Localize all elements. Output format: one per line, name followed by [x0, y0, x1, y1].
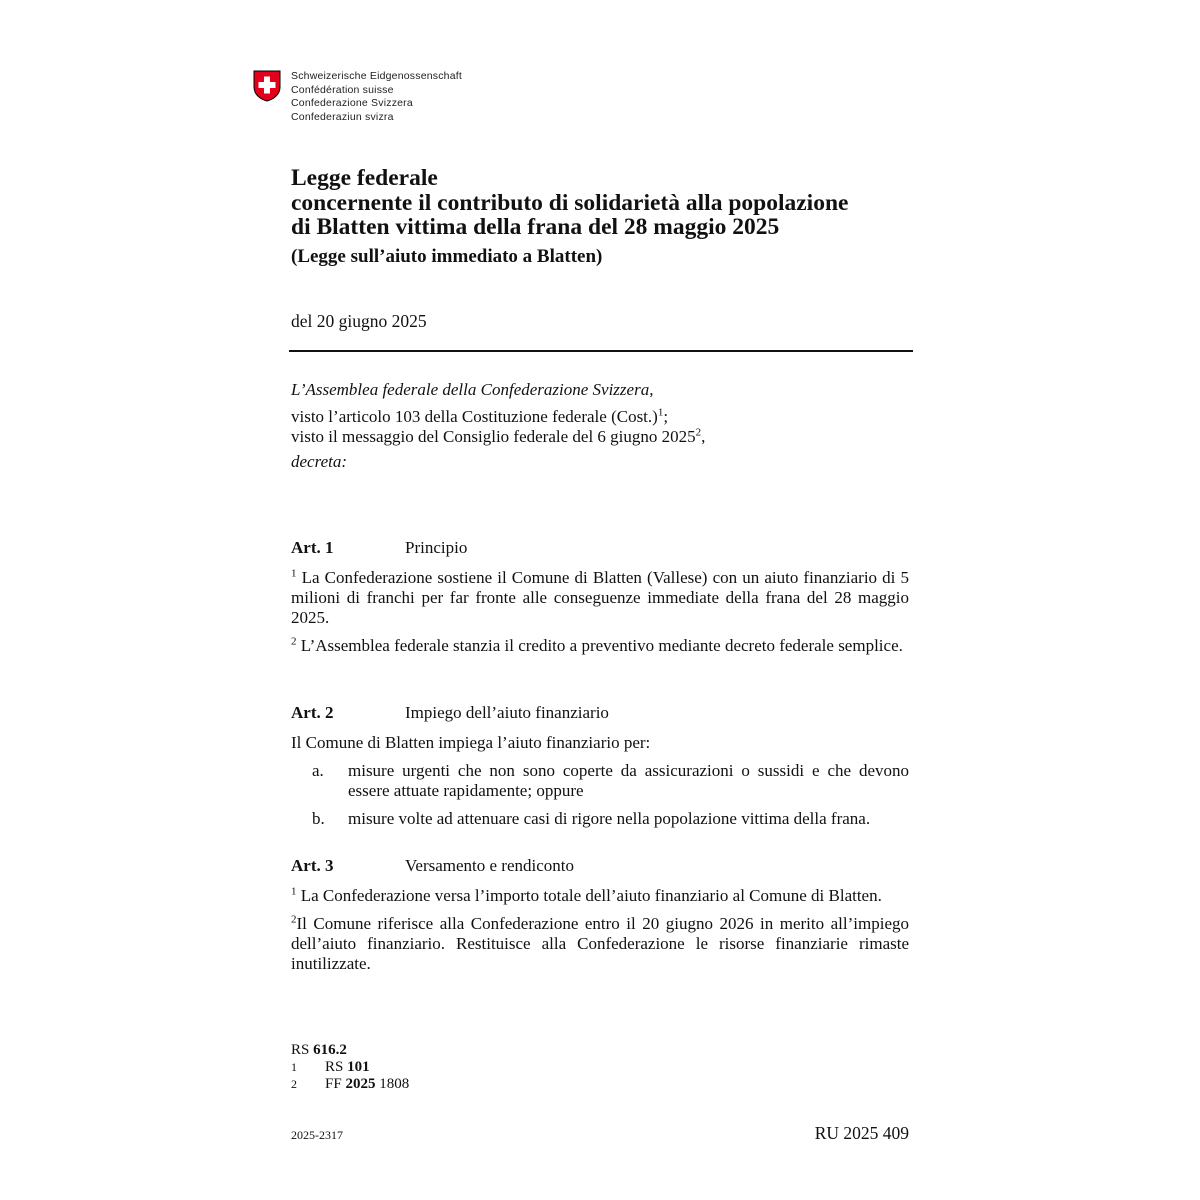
footnote-ref-2[interactable]: 2: [695, 426, 702, 439]
title-line-1: Legge federale: [291, 165, 438, 191]
article-number: Art. 2: [291, 703, 334, 722]
title-line-2: concernente il contributo di solidarietà alla popolazione: [291, 189, 849, 216]
article-title: Impiego dell’aiuto finanziario: [405, 703, 609, 722]
footnote-ref-1[interactable]: 1: [657, 405, 664, 418]
article-list: [291, 761, 909, 829]
preamble-line-2: visto il messaggio del Consiglio federale del 6 giugno 2025$^2$,: [291, 426, 706, 446]
short-title: (Legge sull’aiuto immediato a Blatten): [291, 245, 603, 267]
law-date: del 20 giugno 2025: [291, 311, 427, 331]
federal-header: [253, 70, 462, 125]
official-compilation-ref: RU 2025 409: [814, 1123, 909, 1143]
article-title: Principio: [405, 538, 468, 557]
agency-name-de: Schweizerische Eidgenossenschaft: [291, 70, 462, 82]
title-line-3: di Blatten vittima della frana del 28 maggio 2025: [291, 214, 780, 240]
preamble-decreta: decreta:: [291, 451, 348, 471]
preamble: [291, 380, 911, 472]
article-heading: [291, 703, 909, 723]
article-intro: Il Comune di Blatten impiega l’aiuto finanziario per:: [291, 733, 651, 752]
preamble-assembly: L’Assemblea federale della Confederazione Svizzera,: [291, 380, 654, 399]
footnote-1: 1 RS 101: [291, 1059, 370, 1075]
document-number: 2025-2317: [291, 1128, 343, 1142]
article-paragraph: $^1$ La Confederazione sostiene il Comune di Blatten (Vallese) con un aiuto finanziario di 5 milioni di franchi per far fronte alle conseguenze immediate della frana del 28 maggio 2025.: [291, 567, 909, 627]
article-number: Art. 3: [291, 856, 334, 875]
swiss-cross-icon: [253, 70, 281, 102]
article-2: [291, 703, 909, 837]
article-1: [291, 538, 909, 664]
divider: [289, 350, 913, 352]
agency-name-fr: Confédération suisse: [291, 83, 394, 96]
list-item: a. misure urgenti che non sono coperte da assicurazioni o sussidi e che devono essere attuate rapidamente; oppure: [312, 761, 909, 800]
list-item: b. misure volte ad attenuare casi di rigore nella popolazione vittima della frana.: [312, 809, 871, 828]
preamble-line-1: visto l’articolo 103 della Costituzione federale (Cost.)$^1$;: [291, 405, 669, 426]
agency-name-rm: Confederaziun svizra: [291, 111, 394, 124]
footnotes: [291, 1042, 409, 1093]
article-3: [291, 856, 909, 982]
article-number: Art. 1: [291, 538, 334, 557]
article-paragraph: $^2$ L’Assemblea federale stanzia il credito a preventivo mediante decreto federale semplice.: [291, 635, 903, 655]
footnote-2: 2 FF 2025 1808: [291, 1076, 410, 1092]
agency-names: [291, 70, 462, 125]
article-heading: [291, 856, 909, 876]
article-title: Versamento e rendiconto: [405, 856, 574, 875]
rs-classification: RS 616.2: [291, 1042, 347, 1058]
article-paragraph: $^2$Il Comune riferisce alla Confederazione entro il 20 giugno 2026 in merito all’impiego dell’aiuto finanziario. Restituisce alla Confederazione le risorse finanziarie rimaste inutilizzate.: [291, 913, 909, 973]
article-paragraph: $^1$ La Confederazione versa l’importo totale dell’aiuto finanziario al Comune di Blatten.: [291, 885, 882, 905]
article-heading: [291, 538, 909, 558]
law-title: [291, 166, 931, 269]
agency-name-it: Confederazione Svizzera: [291, 97, 413, 110]
